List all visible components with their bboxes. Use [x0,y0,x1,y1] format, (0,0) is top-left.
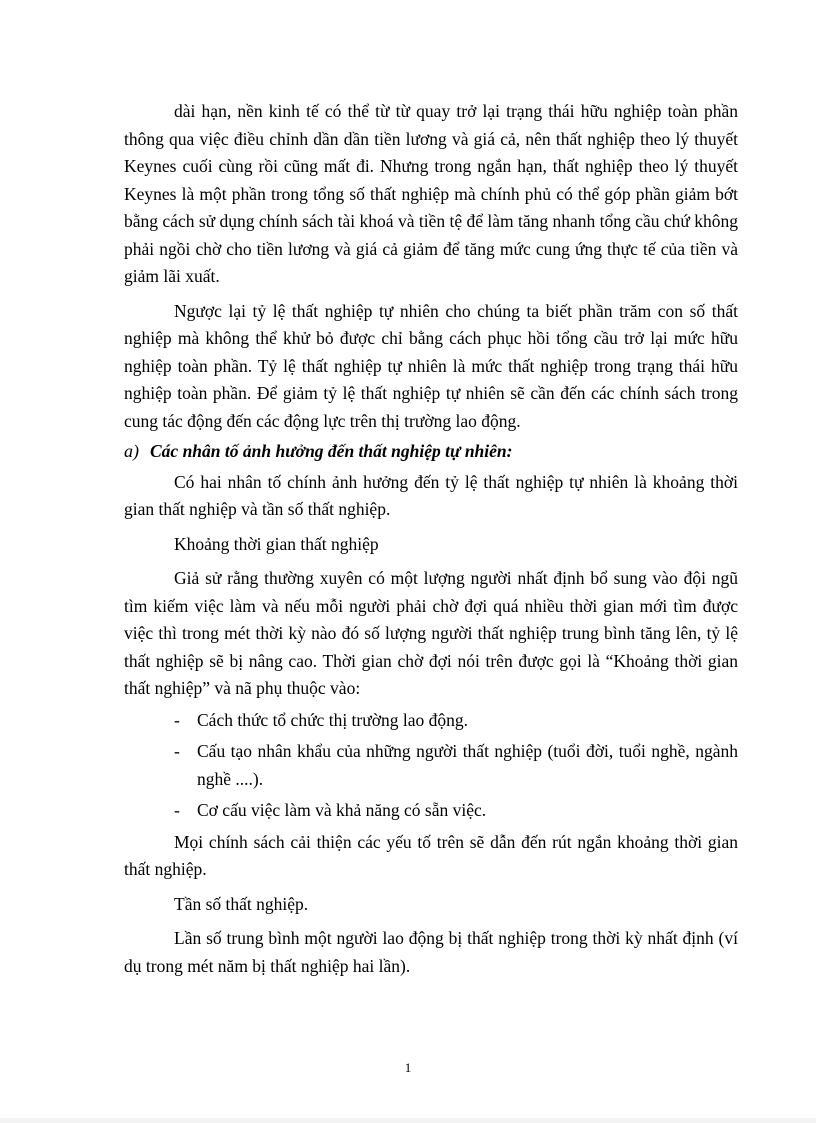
section-letter: a) [124,441,139,461]
paragraph-natural-rate: Ngược lại tỷ lệ thất nghiệp tự nhiên cho chúng ta biết phần trăm con số thất nghiệp mà không thể khử bỏ được chỉ bằng cách phục hồi tổng cầu trở lại mức hữu nghiệp toàn phần. Tỷ lệ thất nghiệp tự nhiên là mức thất nghiệp trong trạng thái hữu nghiệp toàn phần. Để giảm tỷ lệ thất nghiệp tự nhiên sẽ cần đến các chính sách trong cung tác động đến các động lực trên thị trường lao động. [124,300,738,431]
bullet-item [174,707,738,735]
section-title: Các nhân tố ảnh hưởng đến thất nghiệp tự nhiên: [150,441,513,461]
subheading-duration: Khoảng thời gian thất nghiệp [174,533,379,554]
bullet-text: Cách thức tổ chức thị trường lao động. [197,709,468,730]
paragraph-two-factors: Có hai nhân tố chính ảnh hưởng đến tỷ lệ thất nghiệp tự nhiên là khoảng thời gian thất nghiệp và tần số thất nghiệp. [124,471,738,519]
body-text [124,98,738,980]
bullet-text: Cấu tạo nhân khẩu của những người thất nghiệp (tuổi đời, tuổi nghề, ngành nghề ....). [197,741,738,789]
section-heading [124,438,738,466]
page-number: 1 [404,1060,412,1075]
paragraph-frequency: Lần số trung bình một người lao động bị thất nghiệp trong thời kỳ nhất định (ví dụ trong mét năm bị thất nghiệp hai lần). [124,928,738,976]
paragraph-keynes-unemployment: dài hạn, nền kinh tế có thể từ từ quay trở lại trạng thái hữu nghiệp toàn phần thông qua việc điều chỉnh dần dần tiền lương và giá cả, nên thất nghiệp theo lý thuyết Keynes cuối cùng rồi cũng mất đi. Nhưng trong ngắn hạn, thất nghiệp theo lý thuyết Keynes là một phần trong tổng số thất nghiệp mà chính phủ có thể góp phần giảm bớt bằng cách sử dụng chính sách tài khoá và tiền tệ để làm tăng nhanh tổng cầu chứ không phải ngồi chờ cho tiền lương và giá cả giảm để tăng mức cung ứng thực tế của tiền và giảm lãi xuất. [124,101,738,286]
paragraph-duration: Giả sử rằng thường xuyên có một lượng người nhất định bổ sung vào đội ngũ tìm kiếm việc làm và nếu mỗi người phải chờ đợi quá nhiều thời gian mới tìm được việc thì trong mét thời kỳ nào đó số lượng người thất nghiệp trung bình tăng lên, tỷ lệ thất nghiệp sẽ bị nâng cao. Thời gian chờ đợi nói trên được gọi là “Khoảng thời gian thất nghiệp” và nã phụ thuộc vào: [124,568,738,698]
paragraph-policy: Mọi chính sách cải thiện các yếu tố trên sẽ dẫn đến rút ngắn khoảng thời gian thất nghiệp. [124,831,738,879]
bullet-dash: - [174,800,180,820]
bullet-dash: - [174,709,180,730]
bullet-item [174,797,738,825]
bullet-dash: - [174,741,180,761]
bullet-item [174,738,738,793]
subheading-frequency: Tần số thất nghiệp. [174,893,309,914]
bullet-text: Cơ cấu việc làm và khả năng có sẵn việc. [197,800,487,820]
page-bottom-edge [0,1118,816,1123]
